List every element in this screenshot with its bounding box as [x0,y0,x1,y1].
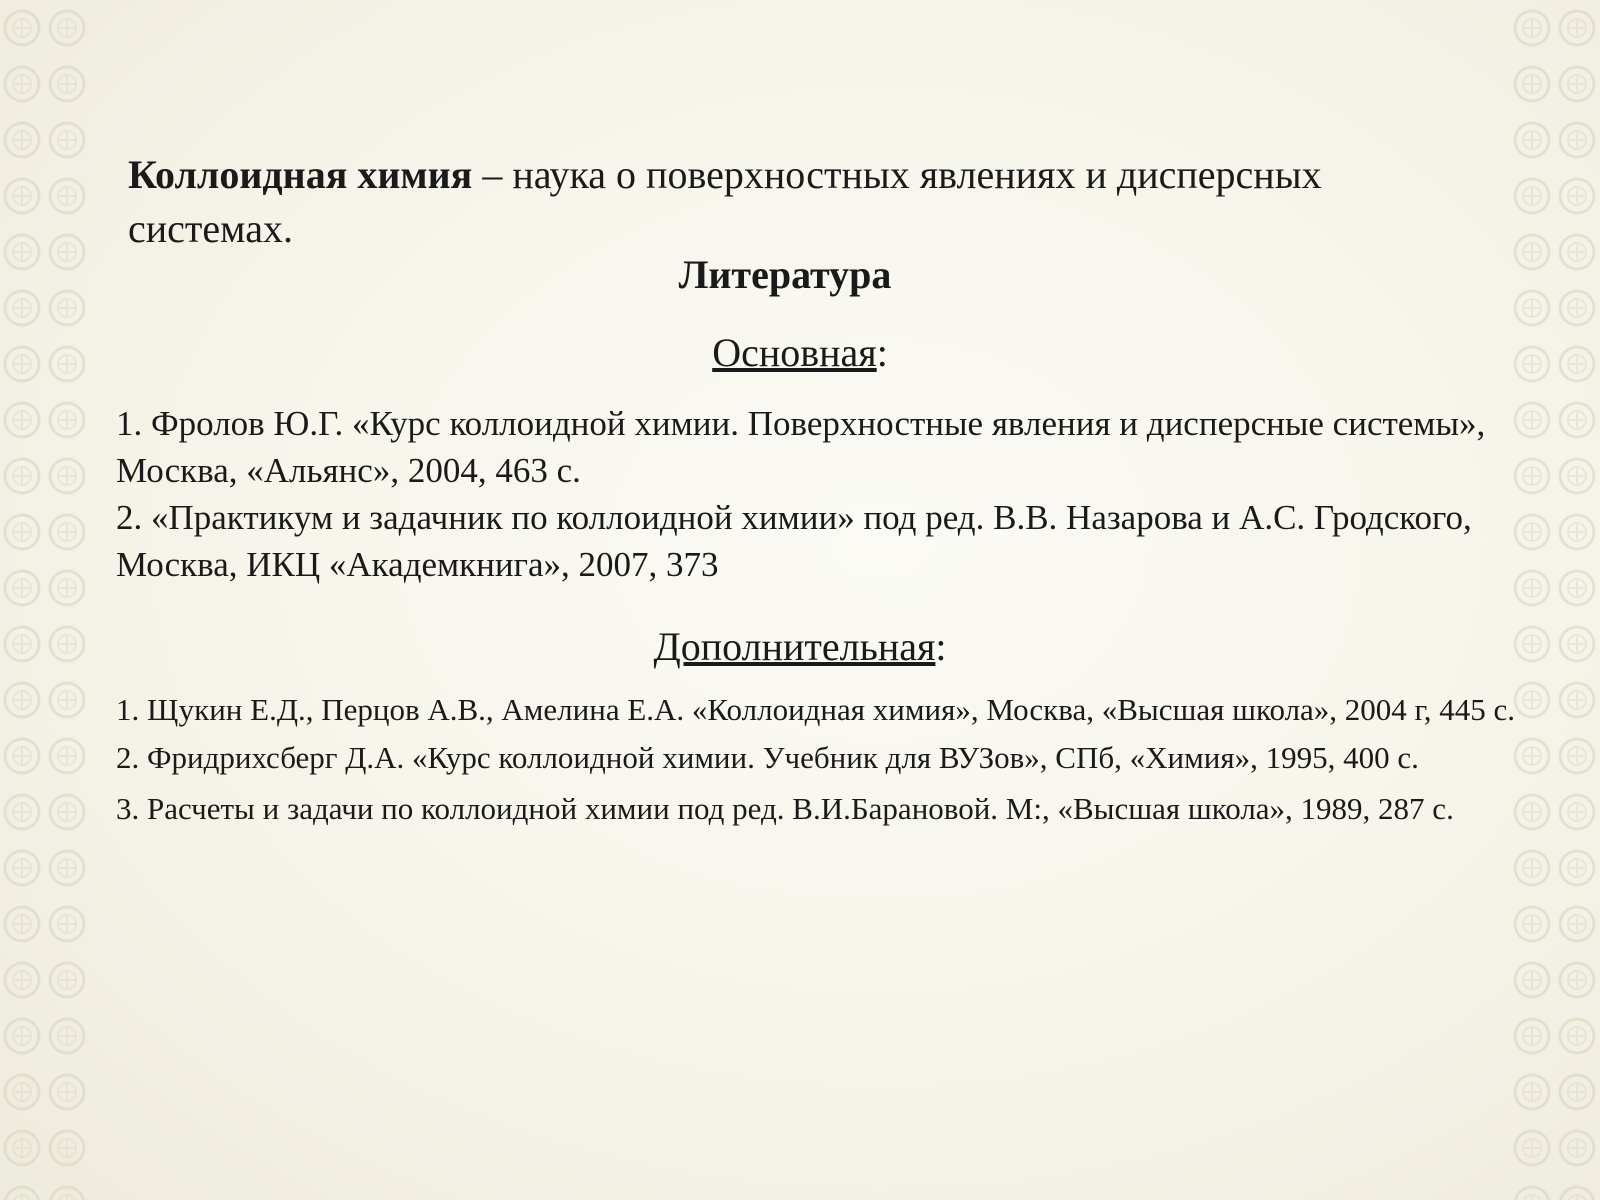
definition-text: – наука о поверхностных явлениях и дисперсных системах. [128,152,1322,251]
literature-heading: Литература [678,252,892,297]
extra-literature-list [116,688,1536,836]
list-item: 2. Фридрихсберг Д.А. «Курс коллоидной химии. Учебник для ВУЗов», СПб, «Химия», 1995, 400 с. [116,740,1419,775]
list-item: 3. Расчеты и задачи по коллоидной химии под ред. В.И.Барановой. М:, «Высшая школа», 1989, 287 с. [116,791,1454,826]
main-heading-colon: : [876,330,888,375]
extra-heading-label: Дополнительная [653,624,936,669]
definition-paragraph [128,148,1488,256]
main-heading-label: Основная [712,330,877,375]
list-item: 2. «Практикум и задачник по коллоидной химии» под ред. В.В. Назарова и А.С. Гродского, Москва, ИКЦ «Академкнига», 2007, 373 [116,498,1472,584]
main-literature-heading [0,326,1600,380]
extra-literature-heading [0,620,1600,674]
main-literature-list [116,400,1516,588]
list-item: 1. Щукин Е.Д., Перцов А.В., Амелина Е.А. «Коллоидная химия», Москва, «Высшая школа», 2004 г, 445 с. [116,692,1516,727]
extra-heading-colon: : [935,624,947,669]
list-item: 1. Фролов Ю.Г. «Курс коллоидной химии. Поверхностные явления и дисперсные системы», Москва, «Альянс», 2004, 463 с. [116,404,1486,490]
definition-term: Коллоидная химия [128,152,473,197]
